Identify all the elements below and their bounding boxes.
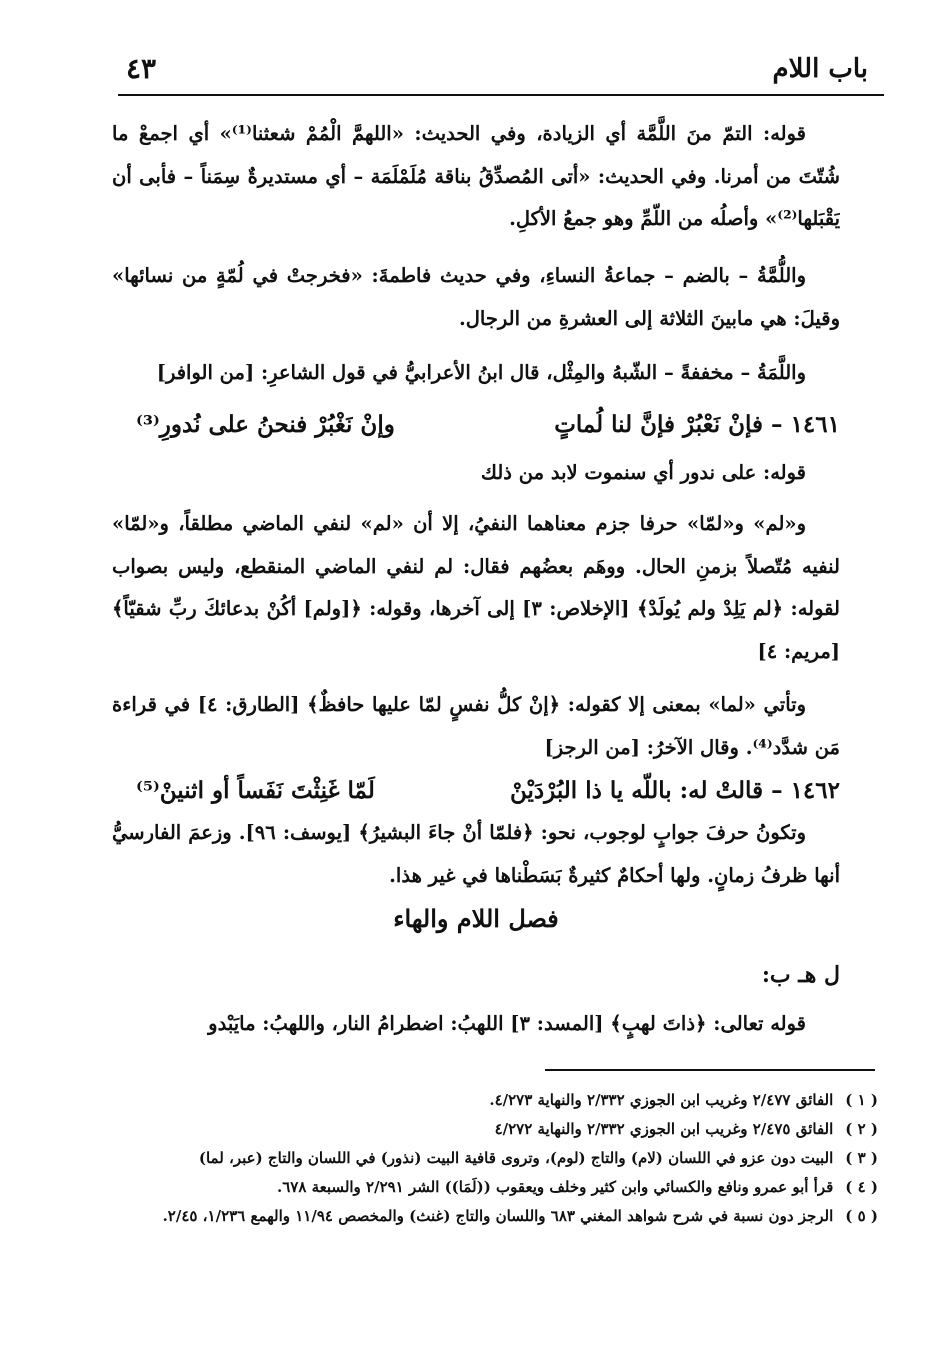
root-heading-block xyxy=(112,962,840,1002)
body-block-5 xyxy=(112,503,840,673)
verse-1-second-hemistich: وإنْ نَغْبُرْ فنحنُ على نُدورِ⁽³⁾ xyxy=(136,410,395,438)
footnote-1 xyxy=(118,1086,878,1115)
verse-2-second-hemistich: لَمّا غَنِثْتَ نَفَساً أو اثنينْ⁽⁵⁾ xyxy=(136,776,375,804)
running-head xyxy=(118,48,876,88)
header-rule xyxy=(118,94,884,96)
footnote-4 xyxy=(118,1173,878,1202)
footnotes xyxy=(118,1086,878,1231)
verse-2-first-hemistich: ١٤٦٢ – قالتْ له: باللّه يا ذا البُرْدَيْنْ xyxy=(510,776,840,804)
footnote-text: البيت دون عزو في اللسان (لام) والتاج (لوم)، وتروى قافية البيت (نذور) في اللسان والتاج (عبر، لما) xyxy=(198,1149,834,1167)
body-block-6 xyxy=(112,684,840,769)
root-heading: ل هـ ب: xyxy=(761,962,840,988)
footnote-3 xyxy=(118,1144,878,1173)
paragraph-8: قوله تعالى: ﴿ذاتَ لهبٍ﴾ [المسد: ٣] اللهبُ: اضطرامُ النار، واللهبُ: مايَبْدو xyxy=(208,1012,806,1035)
section-heading-block xyxy=(112,904,840,948)
paragraph-3: واللَّمَةُ – مخففةً – الشّبهُ والمِثْل، قال ابنُ الأعرابيُّ في قول الشاعرِ: [من الوافر] xyxy=(156,361,806,384)
footnote-number: ( ٣ ) xyxy=(845,1149,878,1167)
body-block-4 xyxy=(112,452,840,495)
body-block-2 xyxy=(112,255,840,340)
body-block-1 xyxy=(112,113,840,241)
verse-1 xyxy=(112,402,840,446)
footnote-number: ( ٤ ) xyxy=(845,1178,878,1196)
paragraph-7: وتكونُ حرفَ جوابٍ لوجوب، نحو: ﴿فلمّا أنْ جاءَ البشيرُ﴾ [يوسف: ٩٦]. وزعمَ الفارسيُّ أنها ظرفُ زمانٍ. ولها أحكامٌ كثيرةٌ بَسَطْناها في غير هذا. xyxy=(112,821,840,887)
footnote-5 xyxy=(118,1202,878,1231)
footnote-text: قرأ أبو عمرو ونافع والكسائي وابن كثير وخلف ويعقوب ((لَمَا)) الشر ٢/٢٩١ والسبعة ٦٧٨. xyxy=(277,1178,834,1196)
verse-1-first-hemistich: ١٤٦١ – فإنْ نَعْبُرْ فإنَّ لنا لُماتٍ xyxy=(554,410,840,438)
footnote-text: الرجز دون نسبة في شرح شواهد المغني ٦٨٣ واللسان والتاج (غنث) والمخصص ١١/٩٤ والهمع ١/٢٣٦، ٢/٤٥. xyxy=(162,1207,834,1225)
section-heading: فصل اللام والهاء xyxy=(393,904,559,933)
chapter-title: باب اللام xyxy=(772,54,868,84)
body-block-3 xyxy=(112,352,840,395)
paragraph-4: قوله: على ندور أي سنموت لابد من ذلك xyxy=(480,461,806,484)
footnote-2 xyxy=(118,1115,878,1144)
body-block-8 xyxy=(112,1003,840,1046)
footnote-number: ( ١ ) xyxy=(845,1091,878,1109)
footnote-text: الفائق ٢/٤٧٥ وغريب ابن الجوزي ٢/٣٣٢ والنهاية ٤/٢٧٢ xyxy=(494,1120,834,1138)
paragraph-1: قوله: التمّ منَ اللَّمَّة أي الزيادة، وفي الحديث: «اللهمَّ الْمُمْ شعثنا⁽¹⁾» أي اجمعْ ما شُتّتَ من أمرنا. وفي الحديث: «أتى المُصدِّقُ بناقة مُلَمْلَمَة – أي مستديرةٌ سِمَناً – فأبى أن يَقْبَلها⁽²⁾» وأصلُه من اللّمِّ وهو جمعُ الأكلِ. xyxy=(112,122,840,230)
paragraph-5: و«لم» و«لمّا» حرفا جزم معناهما النفيُ، إلا أن «لم» لنفي الماضي مطلقاً، و«لمّا» لنفيه مُتّصلاً بزمنِ الحال. ووهَم بعضُهم فقال: لم لنفي الماضي المنقطع، وليس بصواب لقوله: ﴿لم يَلِدْ ولم يُولَدْ﴾ [الإخلاص: ٣] إلى آخرها، وقوله: ﴿[ولم] أكُنْ بدعائكَ ربِّ شقيّاً﴾ [مريم: ٤] xyxy=(112,512,840,663)
footnote-text: الفائق ٢/٤٧٧ وغريب ابن الجوزي ٢/٣٣٢ والنهاية ٤/٢٧٣. xyxy=(489,1091,834,1109)
footnote-number: ( ٢ ) xyxy=(845,1120,878,1138)
footnote-rule xyxy=(545,1069,875,1071)
paragraph-6: وتأتي «لما» بمعنى إلا كقوله: ﴿إنْ كلُّ نفسٍ لمّا عليها حافظٌ﴾ [الطارق: ٤] في قراءة مَن شدَّد⁽⁴⁾. وقال الآخرُ: [من الرجز] xyxy=(112,693,840,759)
verse-2 xyxy=(112,768,840,812)
page-number: ٤٣ xyxy=(126,52,157,85)
paragraph-2: واللُّمَّةُ – بالضم – جماعةُ النساءِ، وفي حديث فاطمةَ: «فخرجتْ في لُمّةٍ من نسائها» وقيلَ: هي مابينَ الثلاثة إلى العشرةِ من الرجال. xyxy=(112,264,840,330)
footnote-number: ( ٥ ) xyxy=(845,1207,878,1225)
body-block-7 xyxy=(112,812,840,897)
